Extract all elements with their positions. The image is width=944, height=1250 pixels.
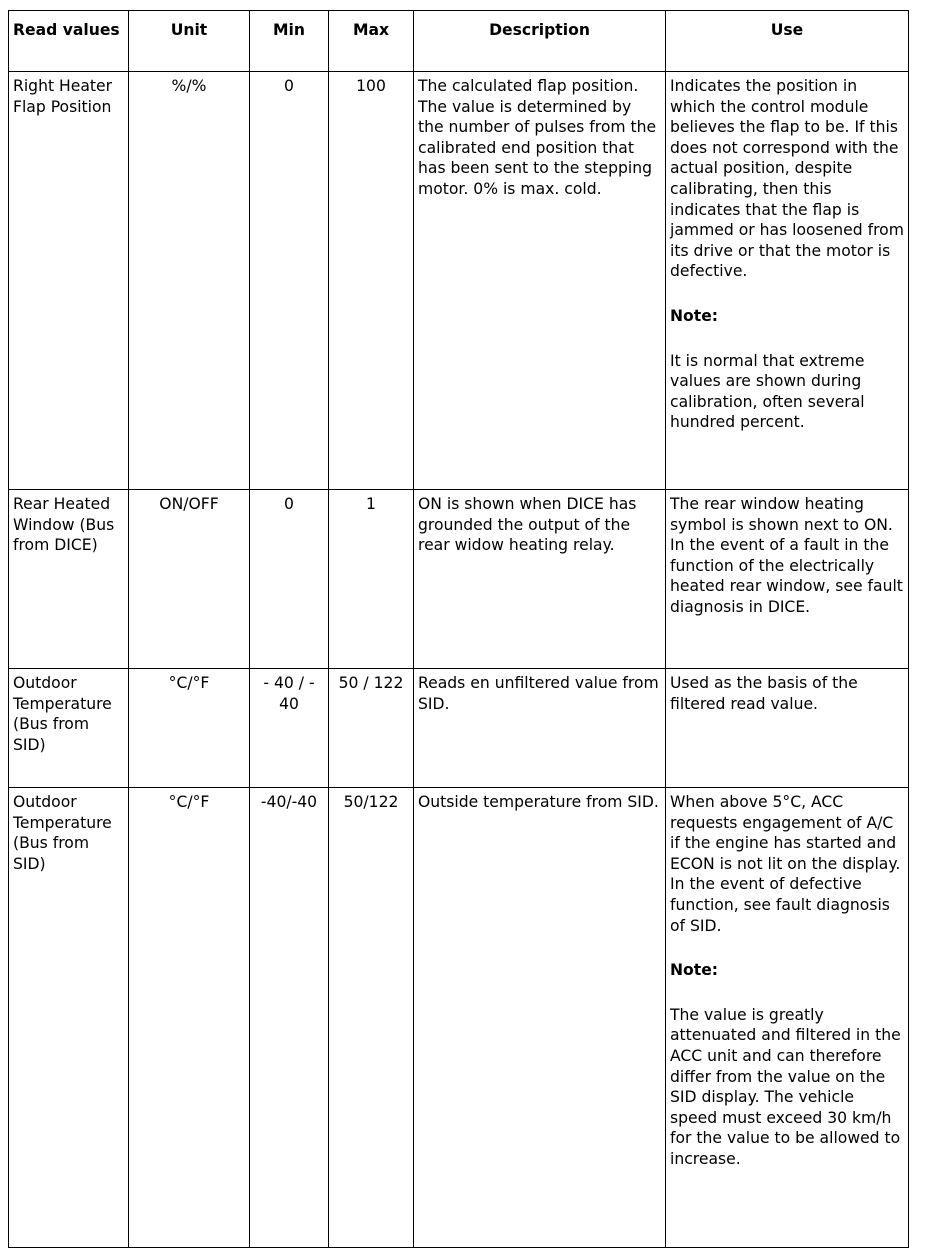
cell-description: Outside temperature from SID. xyxy=(414,788,666,1248)
cell-read-value: Right Heater Flap Position xyxy=(9,72,129,490)
cell-read-value: Rear Heated Window (Bus from DICE) xyxy=(9,490,129,669)
cell-max: 1 xyxy=(329,490,414,669)
cell-min: 0 xyxy=(250,490,329,669)
cell-use xyxy=(666,788,909,1248)
cell-use xyxy=(666,72,909,490)
cell-use: Used as the basis of the filtered read value. xyxy=(666,669,909,788)
cell-unit: ON/OFF xyxy=(129,490,250,669)
cell-max: 50/122 xyxy=(329,788,414,1248)
cell-description: Reads en unfiltered value from SID. xyxy=(414,669,666,788)
table-header-row xyxy=(9,11,909,72)
header-max: Max xyxy=(329,11,414,72)
use-text: When above 5°C, ACC requests engagement of A/C if the engine has started and ECON is not lit on the display. In the event of defective function, see fault diagnosis of SID. xyxy=(670,793,901,935)
cell-unit: %/% xyxy=(129,72,250,490)
header-description: Description xyxy=(414,11,666,72)
table-row xyxy=(9,788,909,1248)
cell-read-value: Outdoor Temperature (Bus from SID) xyxy=(9,788,129,1248)
cell-unit: °C/°F xyxy=(129,669,250,788)
cell-read-value: Outdoor Temperature (Bus from SID) xyxy=(9,669,129,788)
cell-description: ON is shown when DICE has grounded the output of the rear widow heating relay. xyxy=(414,490,666,669)
note-label: Note: xyxy=(670,306,719,325)
note-label: Note: xyxy=(670,961,719,980)
cell-min: -40/-40 xyxy=(250,788,329,1248)
note-text: The value is greatly attenuated and filtered in the ACC unit and can therefore differ from the value on the SID display. The vehicle speed must exceed 30 km/h for the value to be allowed to increase. xyxy=(670,1005,901,1168)
header-read-values: Read values xyxy=(9,11,129,72)
cell-max: 100 xyxy=(329,72,414,490)
header-unit: Unit xyxy=(129,11,250,72)
note-text: It is normal that extreme values are shown during calibration, often several hundred percent. xyxy=(670,351,865,432)
cell-max: 50 / 122 xyxy=(329,669,414,788)
header-use: Use xyxy=(666,11,909,72)
table-row xyxy=(9,490,909,669)
cell-min: 0 xyxy=(250,72,329,490)
use-text: Indicates the position in which the control module believes the flap to be. If this does not correspond with the actual position, despite calibrating, then this indicates that the flap is jammed or has loosened from its drive or that the motor is defective. xyxy=(670,77,904,281)
header-min: Min xyxy=(250,11,329,72)
cell-use: The rear window heating symbol is shown next to ON. In the event of a fault in the function of the electrically heated rear window, see fault diagnosis in DICE. xyxy=(666,490,909,669)
cell-min: - 40 / - 40 xyxy=(250,669,329,788)
cell-description: The calculated flap position. The value is determined by the number of pulses from the calibrated end position that has been sent to the stepping motor. 0% is max. cold. xyxy=(414,72,666,490)
cell-unit: °C/°F xyxy=(129,788,250,1248)
table-row xyxy=(9,72,909,490)
read-values-table xyxy=(8,10,909,1248)
table-row xyxy=(9,669,909,788)
